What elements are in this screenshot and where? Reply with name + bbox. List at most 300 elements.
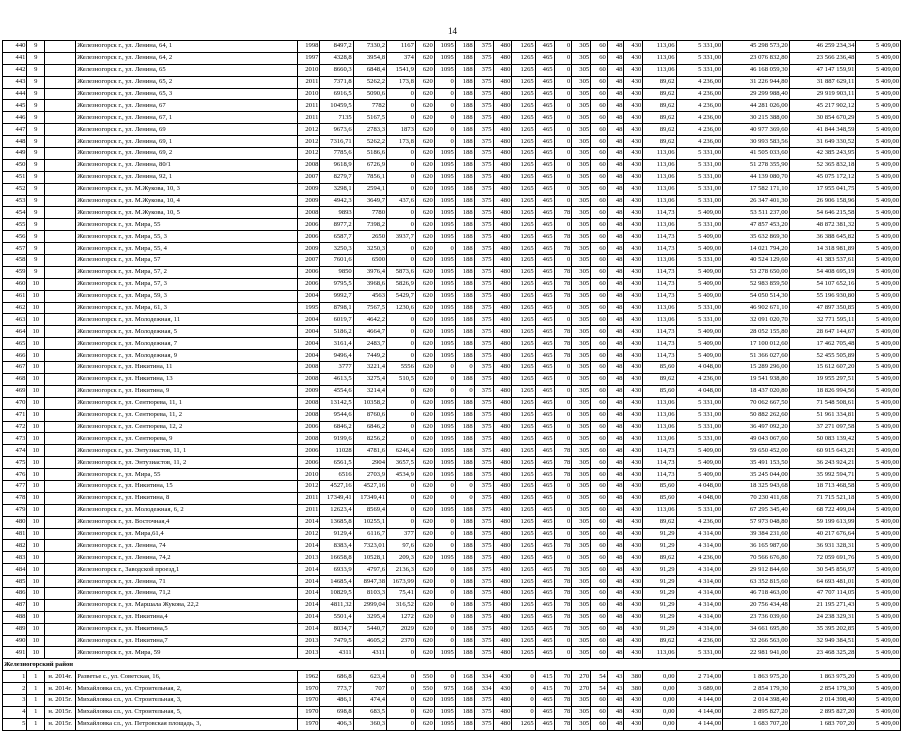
table-cell: 480 [493, 385, 512, 397]
table-cell: 480 [493, 564, 512, 576]
table-cell: 305 [572, 112, 591, 124]
table-cell: 5 409,00 [856, 457, 901, 469]
table-cell: 10255,1 [353, 516, 386, 528]
address-cell: Железногорск г., ул. Ленина, 65, 2 [76, 76, 298, 88]
table-cell: 1997 [298, 52, 320, 64]
table-row [3, 611, 901, 623]
table-cell: 620 [415, 278, 434, 290]
table-cell: 48 [607, 41, 624, 53]
table-cell: 2007 [298, 255, 320, 267]
table-cell: 375 [474, 635, 493, 647]
table-cell: 480 [493, 492, 512, 504]
table-cell: 44 281 026,00 [723, 100, 790, 112]
table-cell: 5 409,00 [856, 445, 901, 457]
table-cell: 4 144,00 [676, 706, 723, 718]
table-cell: 2004 [298, 290, 320, 302]
table-cell: 1 [27, 694, 45, 706]
table-cell: 5 409,00 [676, 326, 723, 338]
table-cell: 1265 [512, 52, 535, 64]
table-cell: 305 [572, 587, 591, 599]
table-cell: 0 [387, 326, 416, 338]
table-cell: 2008 [298, 362, 320, 374]
table-row [3, 409, 901, 421]
table-cell: 5167,5 [353, 112, 386, 124]
table-row [3, 516, 901, 528]
table-cell: 60 [591, 552, 608, 564]
table-row [3, 587, 901, 599]
table-cell: 2029 [387, 623, 416, 635]
table-cell: 1265 [512, 552, 535, 564]
table-cell: 480 [3, 516, 27, 528]
table-cell: 3250,3 [353, 243, 386, 255]
table-cell: 465 [535, 373, 554, 385]
table-cell: 1265 [512, 587, 535, 599]
table-cell: 5 409,00 [856, 219, 901, 231]
table-cell: 48 [607, 266, 624, 278]
table-cell: 1265 [512, 564, 535, 576]
address-cell: Железногорск г., ул. Мира, 55 [76, 219, 298, 231]
table-cell: 375 [474, 314, 493, 326]
table-cell [45, 564, 76, 576]
address-cell: Железногорск г., ул. Ленина, 80/1 [76, 159, 298, 171]
table-cell: 70 [554, 683, 572, 695]
table-cell: 377 [387, 528, 416, 540]
table-cell: 375 [474, 706, 493, 718]
table-cell: 375 [474, 195, 493, 207]
table-cell: 113,06 [643, 504, 676, 516]
table-cell: 5 409,00 [856, 290, 901, 302]
table-cell: 60 [591, 480, 608, 492]
table-cell: 0 [434, 492, 455, 504]
table-cell: 305 [572, 421, 591, 433]
table-cell: 430 [624, 195, 643, 207]
table-cell: 18 437 020,80 [723, 385, 790, 397]
table-cell: 1265 [512, 718, 535, 730]
table-cell: 0 [554, 409, 572, 421]
table-cell [45, 219, 76, 231]
table-cell: 3214,4 [353, 385, 386, 397]
table-cell: 188 [455, 469, 474, 481]
table-cell: 480 [493, 338, 512, 350]
table-cell: 5 409,00 [676, 243, 723, 255]
address-cell: Железногорск г., ул. Молодежная, 7 [76, 338, 298, 350]
table-cell: 5 331,00 [676, 171, 723, 183]
table-cell: 70 566 676,80 [723, 552, 790, 564]
table-cell: 1095 [434, 694, 455, 706]
table-cell: 305 [572, 599, 591, 611]
table-cell: 465 [535, 159, 554, 171]
table-cell: 465 [535, 41, 554, 53]
table-cell: 78 [554, 350, 572, 362]
table-cell: 5 409,00 [856, 647, 901, 659]
table-cell: 2010 [298, 88, 320, 100]
table-cell: 447 [3, 124, 27, 136]
table-cell: 620 [415, 445, 434, 457]
table-cell [45, 480, 76, 492]
table-cell: 48 [607, 718, 624, 730]
table-cell: 89,62 [643, 136, 676, 148]
table-cell: 11028 [320, 445, 353, 457]
table-cell: 48 [607, 504, 624, 516]
table-cell: 1095 [434, 552, 455, 564]
table-cell: 375 [474, 516, 493, 528]
table-cell: 114,73 [643, 278, 676, 290]
table-cell: 2008 [298, 373, 320, 385]
address-cell: Железногорск г., ул. Ленина, 69, 1 [76, 136, 298, 148]
address-cell: Железногорск г., ул. Мира, 55 [76, 469, 298, 481]
table-cell: 60 [591, 290, 608, 302]
table-cell: 480 [493, 397, 512, 409]
table-cell: 89,62 [643, 124, 676, 136]
table-cell: 305 [572, 159, 591, 171]
table-cell: 1265 [512, 278, 535, 290]
table-cell: 3968,6 [353, 278, 386, 290]
table-cell: 60 [591, 492, 608, 504]
table-cell: 48 [607, 385, 624, 397]
table-cell: 5 331,00 [676, 183, 723, 195]
table-cell: 47 897 350,85 [789, 302, 856, 314]
table-cell: 305 [572, 326, 591, 338]
table-cell: 375 [474, 148, 493, 160]
table-cell: 2 895 827,20 [723, 706, 790, 718]
table-cell [45, 587, 76, 599]
table-cell: 620 [415, 314, 434, 326]
table-cell: 480 [493, 112, 512, 124]
table-cell: 5186,2 [320, 326, 353, 338]
table-cell: 48 [607, 540, 624, 552]
table-cell: 59 650 452,00 [723, 445, 790, 457]
table-cell: 305 [572, 480, 591, 492]
table-cell: 78 [554, 338, 572, 350]
table-cell: 40 217 676,64 [789, 528, 856, 540]
table-row [3, 124, 901, 136]
table-cell: 71 715 521,18 [789, 492, 856, 504]
table-cell: 0 [554, 397, 572, 409]
table-cell: 91,29 [643, 528, 676, 540]
table-cell: 480 [493, 183, 512, 195]
table-cell: 48 [607, 599, 624, 611]
table-cell: 1998 [298, 41, 320, 53]
table-cell: 480 [493, 611, 512, 623]
table-cell: 60 [591, 516, 608, 528]
table-cell: 430 [624, 136, 643, 148]
table-cell: 70 062 667,50 [723, 397, 790, 409]
table-cell: 2012 [298, 528, 320, 540]
table-cell: 1265 [512, 243, 535, 255]
table-cell: 454 [3, 207, 27, 219]
table-cell: 430 [624, 421, 643, 433]
table-cell: 480 [493, 41, 512, 53]
table-cell: 4554,6 [320, 385, 353, 397]
table-cell: 465 [535, 492, 554, 504]
table-cell: 430 [624, 635, 643, 647]
table-cell: 9992,7 [320, 290, 353, 302]
table-cell: 2006 [298, 278, 320, 290]
table-cell: 2 [3, 683, 27, 695]
table-cell: 620 [415, 255, 434, 267]
table-cell [45, 124, 76, 136]
table-cell: 620 [415, 266, 434, 278]
register-rows [3, 41, 901, 731]
table-cell: 6846,2 [353, 421, 386, 433]
table-cell: 1095 [434, 302, 455, 314]
table-cell: 4 236,00 [676, 635, 723, 647]
table-cell: 114,73 [643, 207, 676, 219]
table-cell: 188 [455, 611, 474, 623]
table-cell: 620 [415, 148, 434, 160]
table-cell: 52 365 832,18 [789, 159, 856, 171]
table-cell: 305 [572, 124, 591, 136]
table-cell: 2013 [298, 635, 320, 647]
table-cell: 48 [607, 409, 624, 421]
table-cell: 5 409,00 [856, 124, 901, 136]
table-cell: 85,60 [643, 492, 676, 504]
table-cell: 1265 [512, 219, 535, 231]
table-cell: 7601,6 [320, 255, 353, 267]
table-cell: 114,73 [643, 469, 676, 481]
table-cell: 60 [591, 635, 608, 647]
table-cell: 188 [455, 635, 474, 647]
table-cell: 1265 [512, 338, 535, 350]
table-cell: 78 [554, 231, 572, 243]
table-cell: 480 [493, 219, 512, 231]
table-cell: 0 [554, 492, 572, 504]
table-cell: 430 [624, 314, 643, 326]
table-cell: 9 [27, 88, 45, 100]
address-cell: Железногорск г., ул. М.Жукова, 10, 5 [76, 207, 298, 219]
table-cell: 480 [493, 457, 512, 469]
table-cell: 54 050 514,30 [723, 290, 790, 302]
table-row [3, 148, 901, 160]
table-cell [45, 457, 76, 469]
table-cell: 48 [607, 112, 624, 124]
table-cell: 188 [455, 219, 474, 231]
table-cell: 5556 [387, 362, 416, 374]
table-cell: 0 [434, 480, 455, 492]
address-cell: Железногорск г., ул. Сентюрева, 11, 1 [76, 397, 298, 409]
table-cell: 430 [624, 338, 643, 350]
table-cell: 5 409,00 [856, 302, 901, 314]
table-cell: 1265 [512, 255, 535, 267]
table-cell: 48 [607, 88, 624, 100]
table-cell: 19 955 297,51 [789, 373, 856, 385]
table-cell: 9795,5 [320, 278, 353, 290]
table-cell: 6561,5 [320, 457, 353, 469]
table-cell: 31 226 944,80 [723, 76, 790, 88]
table-cell: 78 [554, 599, 572, 611]
table-cell: 46 902 671,10 [723, 302, 790, 314]
address-cell: Железногорск г., ул. Никитина,7 [76, 635, 298, 647]
table-cell: 491 [3, 647, 27, 659]
table-cell: 480 [493, 540, 512, 552]
table-cell: 188 [455, 516, 474, 528]
table-cell: 188 [455, 552, 474, 564]
address-cell: Железногорск г., ул. Никитина, 8 [76, 492, 298, 504]
table-cell: 430 [624, 552, 643, 564]
table-row [3, 52, 901, 64]
table-cell: 305 [572, 445, 591, 457]
table-cell: 620 [415, 171, 434, 183]
table-cell: 380 [624, 671, 643, 683]
table-cell: 5 409,00 [856, 492, 901, 504]
table-cell: 60 [591, 136, 608, 148]
table-cell: 6116,7 [353, 528, 386, 540]
table-cell: 54 [591, 671, 608, 683]
table-cell: 60 [591, 457, 608, 469]
table-cell: 91,29 [643, 576, 676, 588]
table-cell: 1095 [434, 52, 455, 64]
table-cell [45, 540, 76, 552]
table-cell [45, 599, 76, 611]
table-cell: 1095 [434, 255, 455, 267]
table-cell: 5 331,00 [676, 409, 723, 421]
table-cell: 430 [624, 373, 643, 385]
table-row [3, 41, 901, 53]
table-cell [45, 183, 76, 195]
table-cell: 305 [572, 52, 591, 64]
table-cell: 188 [455, 52, 474, 64]
table-cell: 188 [455, 564, 474, 576]
table-cell: 683,5 [353, 706, 386, 718]
table-cell: 113,06 [643, 159, 676, 171]
table-cell: 5 409,00 [856, 564, 901, 576]
table-cell: 41 505 033,60 [723, 148, 790, 160]
table-cell: 620 [415, 409, 434, 421]
table-cell: 60 [591, 397, 608, 409]
table-cell: 48 [607, 100, 624, 112]
table-cell: 2009 [298, 183, 320, 195]
table-cell: 430 [493, 671, 512, 683]
table-cell: 50 083 139,42 [789, 433, 856, 445]
table-cell: 490 [3, 635, 27, 647]
table-cell: 48 [607, 195, 624, 207]
table-cell: 1095 [434, 504, 455, 516]
table-cell: 510,5 [387, 373, 416, 385]
address-cell: Железногорск г., ул. Ленина, 71,2 [76, 587, 298, 599]
table-row [3, 540, 901, 552]
table-cell: 78 [554, 278, 572, 290]
table-cell: 5 [3, 718, 27, 730]
table-cell: 430 [624, 112, 643, 124]
table-cell: 5826,9 [387, 278, 416, 290]
table-cell: 375 [474, 433, 493, 445]
table-cell: 1265 [512, 492, 535, 504]
table-cell: 10 [27, 373, 45, 385]
table-cell: 620 [415, 362, 434, 374]
table-cell [45, 421, 76, 433]
table-cell: 430 [624, 243, 643, 255]
table-cell: 0 [554, 302, 572, 314]
table-cell: 465 [535, 314, 554, 326]
table-cell: 188 [455, 397, 474, 409]
table-cell: 188 [455, 124, 474, 136]
table-cell: 0 [387, 421, 416, 433]
table-cell: 1265 [512, 540, 535, 552]
table-cell: 9 [27, 183, 45, 195]
table-cell: 3937,7 [387, 231, 416, 243]
table-cell: 5 409,00 [856, 88, 901, 100]
table-cell: 465 [535, 528, 554, 540]
table-cell: 17 100 012,60 [723, 338, 790, 350]
table-cell: 0 [387, 409, 416, 421]
table-cell: 480 [493, 266, 512, 278]
table-cell: 114,73 [643, 266, 676, 278]
table-cell: 10 [27, 623, 45, 635]
table-cell: 430 [624, 540, 643, 552]
table-cell: 430 [624, 433, 643, 445]
table-cell: 465 [535, 385, 554, 397]
table-cell: 8798,1 [320, 302, 353, 314]
address-cell: Железногорск г., Заводской проезд,1 [76, 564, 298, 576]
table-cell: 5 409,00 [856, 540, 901, 552]
table-cell: 21 195 271,43 [789, 599, 856, 611]
table-cell: 9 [27, 124, 45, 136]
table-cell: 78 [554, 611, 572, 623]
table-cell: 0 [554, 219, 572, 231]
table-cell: 1095 [434, 148, 455, 160]
table-cell [45, 278, 76, 290]
table-cell: 375 [474, 52, 493, 64]
table-cell: 443 [3, 76, 27, 88]
table-cell: 465 [535, 100, 554, 112]
table-cell: 0 [387, 385, 416, 397]
table-cell: 188 [455, 100, 474, 112]
table-cell: 78 [554, 576, 572, 588]
table-cell: 430 [624, 647, 643, 659]
table-cell: 16658,8 [320, 552, 353, 564]
table-cell: 2014 [298, 564, 320, 576]
table-cell: 484 [3, 564, 27, 576]
table-cell: 465 [535, 136, 554, 148]
table-row [3, 350, 901, 362]
table-cell: 46 168 059,30 [723, 64, 790, 76]
table-cell: 380 [624, 683, 643, 695]
table-cell: 480 [493, 576, 512, 588]
table-cell: 4 236,00 [676, 516, 723, 528]
table-cell: 620 [415, 373, 434, 385]
table-row [3, 421, 901, 433]
table-cell: 375 [474, 100, 493, 112]
table-cell: 10 [27, 587, 45, 599]
table-cell: 9 [27, 136, 45, 148]
table-cell: 5262,2 [353, 136, 386, 148]
table-cell: 7782 [353, 100, 386, 112]
table-cell: 2012 [298, 124, 320, 136]
table-cell: 4311 [353, 647, 386, 659]
table-cell: 465 [535, 64, 554, 76]
table-cell: 4613,5 [320, 373, 353, 385]
table-cell: 10 [27, 599, 45, 611]
table-cell: 30 993 583,56 [723, 136, 790, 148]
table-cell: 188 [455, 457, 474, 469]
table-cell: 5 409,00 [856, 671, 901, 683]
table-cell: 1962 [298, 671, 320, 683]
table-cell: 8256,2 [353, 433, 386, 445]
table-cell: 2703,9 [353, 469, 386, 481]
table-cell: 5186,6 [353, 148, 386, 160]
table-cell: 31 887 629,11 [789, 76, 856, 88]
table-cell: 1265 [512, 480, 535, 492]
table-cell: 465 [535, 409, 554, 421]
table-cell: 305 [572, 528, 591, 540]
table-cell: 480 [493, 231, 512, 243]
table-cell: 12623,4 [320, 504, 353, 516]
table-cell: 620 [415, 623, 434, 635]
table-cell: 0 [554, 480, 572, 492]
table-cell: 1095 [434, 231, 455, 243]
table-cell: 41 383 537,61 [789, 255, 856, 267]
table-cell: 6846,2 [320, 421, 353, 433]
